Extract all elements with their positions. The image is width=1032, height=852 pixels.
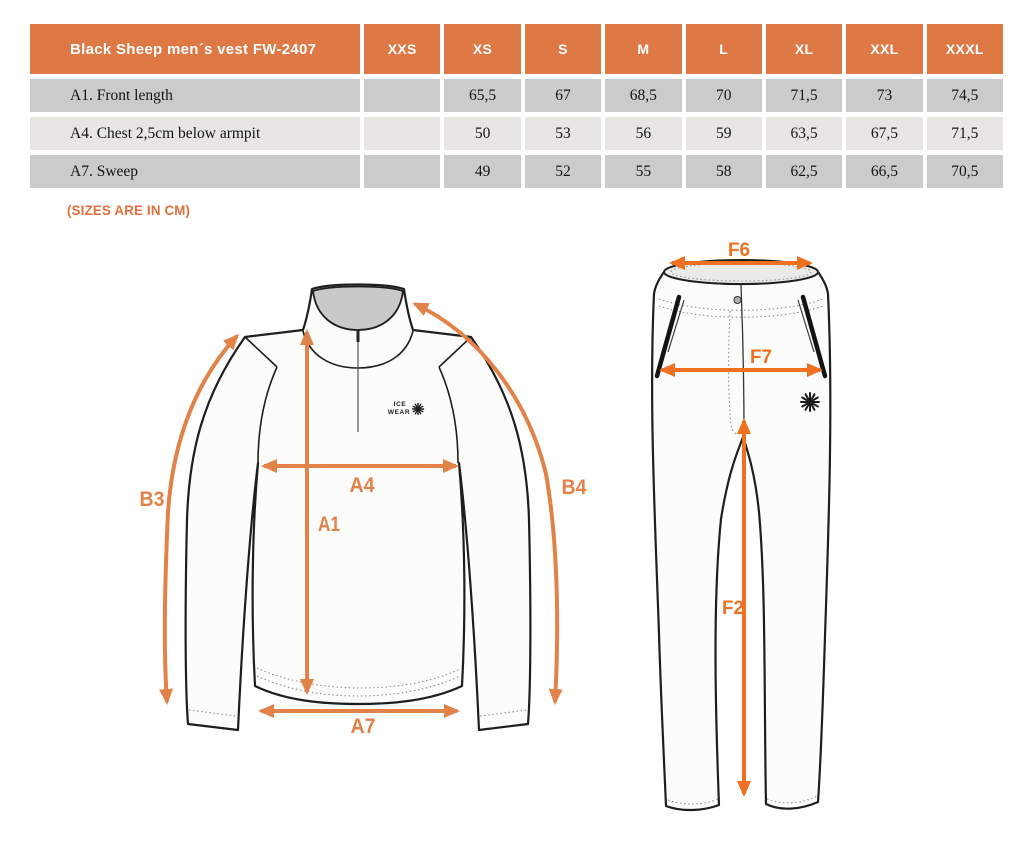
row-label-front-length: A1. Front length: [30, 79, 360, 112]
product-title: Black Sheep men´s vest FW-2407: [70, 40, 317, 58]
table-cell: 67: [525, 79, 601, 112]
table-cell: 62,5: [766, 155, 842, 188]
table-cell: 59: [686, 117, 762, 150]
pants-outline: [652, 272, 830, 810]
table-cell: [364, 79, 440, 112]
table-cell: 66,5: [846, 155, 922, 188]
table-cell: [364, 155, 440, 188]
size-header-xxl: XXL: [846, 24, 922, 74]
size-header-s: S: [525, 24, 601, 74]
measure-label-a1: A1: [318, 513, 341, 536]
units-note: (SIZES ARE IN CM): [67, 202, 191, 218]
product-title-cell: [30, 24, 360, 74]
measure-label-b4: B4: [561, 476, 587, 499]
brand-text-line1: ICE: [393, 401, 407, 408]
table-cell: 53: [525, 117, 601, 150]
table-cell: 68,5: [605, 79, 681, 112]
table-cell: 50: [444, 117, 520, 150]
size-table: [30, 24, 1003, 188]
measure-label-a4: A4: [349, 474, 375, 497]
size-header-xs: XS: [444, 24, 520, 74]
table-cell: 58: [686, 155, 762, 188]
size-header-xxs: XXS: [364, 24, 440, 74]
measure-label-f7: F7: [750, 347, 772, 368]
pants-button: [734, 297, 741, 304]
table-cell: 67,5: [846, 117, 922, 150]
row-label-sweep: A7. Sweep: [30, 155, 360, 188]
icewear-logo: [388, 401, 424, 416]
pants-technical-drawing: [640, 238, 940, 830]
table-cell: 49: [444, 155, 520, 188]
measure-label-a7: A7: [350, 715, 376, 738]
table-cell: 70,5: [927, 155, 1003, 188]
table-cell: 55: [605, 155, 681, 188]
size-header-l: L: [686, 24, 762, 74]
table-cell: 56: [605, 117, 681, 150]
table-cell: 52: [525, 155, 601, 188]
vest-technical-drawing: [130, 258, 608, 758]
brand-text-line2: WEAR: [387, 409, 411, 416]
table-cell: 70: [686, 79, 762, 112]
size-header-xxxl: XXXL: [927, 24, 1003, 74]
table-cell: 73: [846, 79, 922, 112]
measure-label-b3: B3: [139, 488, 165, 511]
measure-label-f6: F6: [728, 240, 750, 261]
table-cell: 74,5: [927, 79, 1003, 112]
measure-label-f2: F2: [722, 598, 744, 619]
table-cell: 63,5: [766, 117, 842, 150]
table-cell: 71,5: [766, 79, 842, 112]
size-header-xl: XL: [766, 24, 842, 74]
size-header-m: M: [605, 24, 681, 74]
table-cell: 65,5: [444, 79, 520, 112]
row-label-chest: A4. Chest 2,5cm below armpit: [30, 117, 360, 150]
table-cell: [364, 117, 440, 150]
table-cell: 71,5: [927, 117, 1003, 150]
